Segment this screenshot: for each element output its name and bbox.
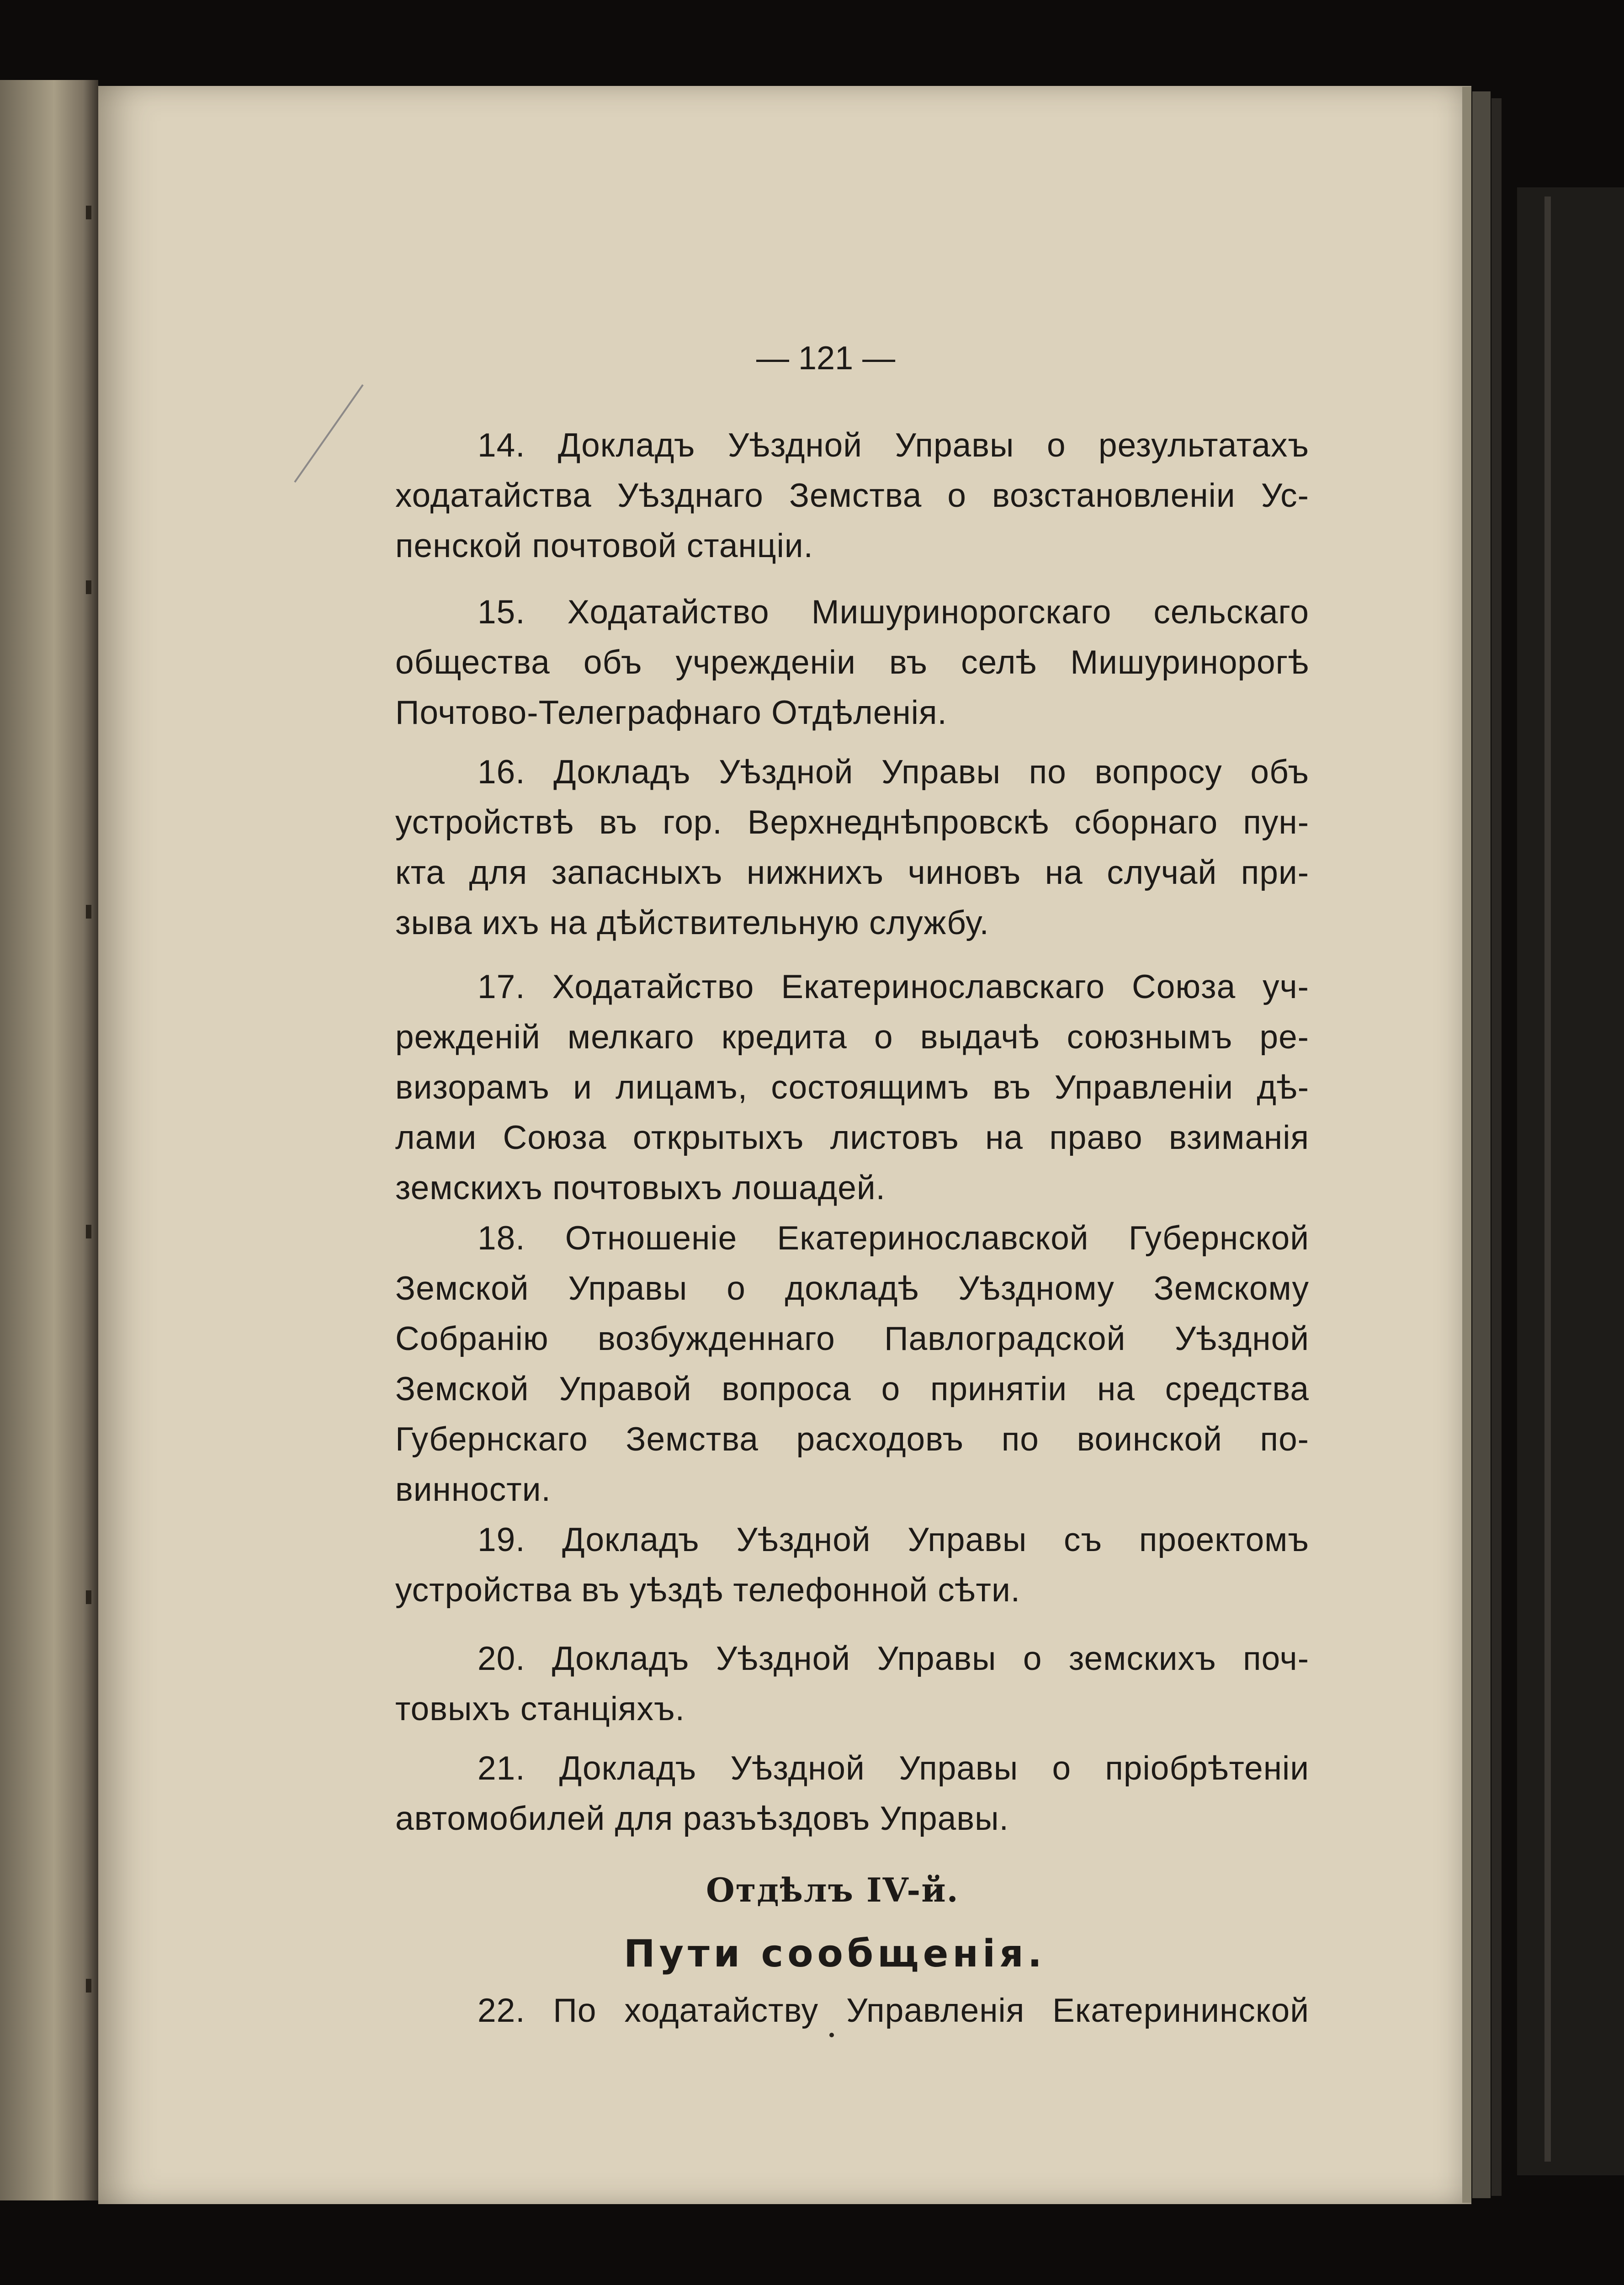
text-line: 20. Докладъ Уѣздной Управы о земскихъ поч-: [478, 1640, 1309, 1677]
text-line: Земской Управы о докладѣ Уѣздному Земскому: [395, 1270, 1309, 1307]
text-line: винности.: [395, 1471, 551, 1508]
text-line: зыва ихъ на дѣйствительную службу.: [395, 904, 989, 941]
book-cover: [1517, 187, 1624, 2175]
page-stack-edge: [1472, 91, 1491, 2198]
text-line: 17. Ходатайство Екатеринославскаго Союза уч-: [478, 968, 1309, 1005]
text-line: 16. Докладъ Уѣздной Управы по вопросу объ: [478, 754, 1309, 791]
text-line: Земской Управой вопроса о принятіи на средства: [395, 1371, 1309, 1408]
text-line: пенской почтовой станціи.: [395, 527, 813, 564]
section-title: Пути сообщенія.: [624, 1932, 1046, 1976]
page-stack-edge: [1491, 98, 1502, 2196]
text-line: устройства въ уѣздѣ телефонной сѣти.: [395, 1572, 1021, 1609]
left-page-edge: [0, 80, 98, 2200]
text-line: товыхъ станціяхъ.: [395, 1690, 685, 1727]
text-line: 14. Докладъ Уѣздной Управы о результатахъ: [478, 427, 1309, 464]
text-line: Губернскаго Земства расходовъ по воинской по-: [395, 1421, 1309, 1458]
text-line: земскихъ почтовыхъ лошадей.: [395, 1169, 886, 1206]
pencil-mark: [294, 384, 363, 483]
text-line: ходатайства Уѣзднаго Земства о возстановленіи Ус-: [395, 477, 1309, 514]
text-line: 18. Отношеніе Екатеринославской Губернской: [478, 1220, 1309, 1257]
text-line: кта для запасныхъ нижнихъ чиновъ на случай при-: [395, 854, 1309, 891]
page-number: — 121 —: [756, 340, 896, 377]
book-page: [98, 86, 1471, 2204]
text-line: 22. По ходатайству Управленія Екатерининской: [478, 1992, 1309, 2029]
text-line: визорамъ и лицамъ, состоящимъ въ Управленіи дѣ-: [395, 1069, 1309, 1106]
cover-highlight: [1544, 197, 1551, 2162]
text-line: устройствѣ въ гор. Верхнеднѣпровскѣ сборнаго пун-: [395, 804, 1309, 841]
text-line: 21. Докладъ Уѣздной Управы о пріобрѣтеніи: [478, 1750, 1309, 1787]
text-line: Собранію возбужденнаго Павлоградской Уѣздной: [395, 1320, 1309, 1357]
binding-stitches: [86, 174, 97, 2047]
text-line: автомобилей для разъѣздовъ Управы.: [395, 1800, 1009, 1837]
text-line: Почтово-Телеграфнаго Отдѣленія.: [395, 694, 947, 731]
text-line: 19. Докладъ Уѣздной Управы съ проектомъ: [478, 1521, 1309, 1558]
text-line: 15. Ходатайство Мишуринорогскаго сельскаго: [478, 594, 1309, 631]
ink-speck: [829, 2033, 834, 2037]
text-line: лами Союза открытыхъ листовъ на право взиманія: [395, 1119, 1309, 1156]
page-stack-edge: [1462, 87, 1471, 2203]
text-line: общества объ учрежденіи въ селѣ Мишуринорогѣ: [395, 644, 1309, 681]
text-line: режденій мелкаго кредита о выдачѣ союзнымъ ре-: [395, 1019, 1309, 1056]
section-heading: Отдѣлъ IV-й.: [706, 1871, 959, 1909]
